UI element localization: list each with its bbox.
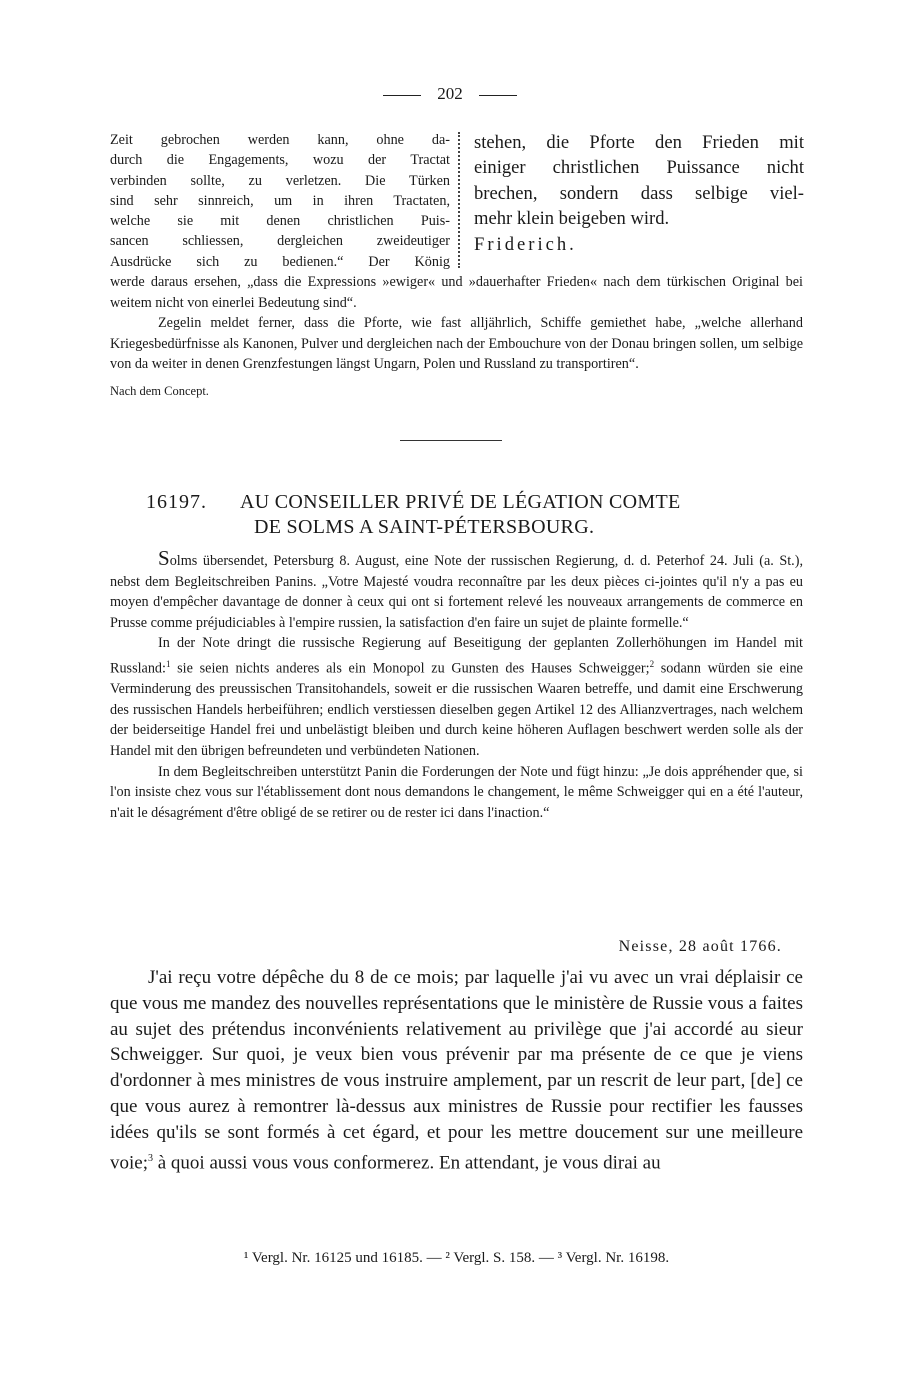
left-column-line: Zeit gebrochen werden kann, ohne da- xyxy=(110,132,450,148)
letter-number: 16197. xyxy=(146,491,207,513)
summary-text-2c: sodann würden sie eine Verminderung des preussischen Transitohandels, soweit er die russischen Waaren betreffe, und damit eine Erschwerung des russischen Handels herbeiführen; endlich verstiessen dieselben gegen Artikel 12 des Allianzvertrages, nach welchem der beiderseitige Handel frei und unbelästigt bleiben und durch keine höheren Auflagen beschwert werden solle als der Handel mit den übrigen befreundeten und verbündeten Nationen. xyxy=(110,660,803,760)
header-dash-right xyxy=(479,95,517,96)
page-number: 202 xyxy=(437,84,463,103)
summary-paragraph-2 xyxy=(110,633,803,761)
letter-body xyxy=(110,965,803,1176)
left-column xyxy=(110,130,450,272)
left-column-line: sancen schliessen, dergleichen zweideutiger xyxy=(110,233,450,250)
date-line: Neisse, 28 août 1766. xyxy=(618,938,782,955)
footnote-ref-2: 2 xyxy=(649,658,655,669)
left-column-line: Ausdrücke sich zu bedienen.“ Der König xyxy=(110,253,450,270)
left-column-line: welche sie mit denen christlichen Puis- xyxy=(110,213,450,230)
left-column-line: sind sehr sinnreich, um in ihren Tractaten, xyxy=(110,192,450,209)
right-column-line: brechen, sondern dass selbige viel- xyxy=(474,182,804,204)
two-column-section xyxy=(110,130,803,275)
right-column-line: einiger christlichen Puissance nicht xyxy=(474,157,804,179)
right-column-line: stehen, die Pforte den Frieden mit xyxy=(474,132,804,153)
footnotes: ¹ Vergl. Nr. 16125 und 16185. — ² Vergl. S. 158. — ³ Vergl. Nr. 16198. xyxy=(243,1250,670,1266)
left-column-line: durch die Engagements, wozu der Tractat xyxy=(110,152,450,169)
letter-body-text: J'ai reçu votre dépêche du 8 de ce mois; par laquelle j'ai vu avec un vrai déplaisir ce que vous me mandez des nouvelles représentations que le ministère de Russie vous a faites au sujet des prétendus inconvénients relativement au privilège que j'ai accordé au sieur Schweigger. Sur quoi, je veux bien vous prévenir par ma présente de ce que je viens d'ordonner à mes ministres de vous instruire amplement, par un rescrit de leur part, [de] ce que vous aurez à remontrer là-dessus aux ministres de Russie pour rectifier les fausses idées qu'ils se sont formés à cet égard, et pour les mettre doucement sur une meilleure voie; xyxy=(110,967,803,1173)
column-divider xyxy=(458,132,460,268)
summary-text-1: olms übersendet, Petersburg 8. August, eine Note der russischen Regierung, d. d. Peterhof 24. Juli (a. St.), nebst dem Begleitschreiben Panins. „Votre Majesté voudra reconnaître par les deux pièces ci-jointes qu'il n'y a pas eu moyen d'empêcher davantage de donner à ceux qui ont si fortement relevé les nouveaux arrangements de commerce en Prusse comme préjudiciables à l'empire russien, la satisfaction d'en faire un sujet de plainte formelle.“ xyxy=(110,553,803,631)
page-header xyxy=(0,84,900,104)
footnote-ref-1: 1 xyxy=(165,658,171,669)
right-column-line: mehr klein beigeben wird. xyxy=(474,208,670,230)
letter-body-end: à quoi aussi vous vous conformerez. En attendant, je vous dirai au xyxy=(153,1151,661,1173)
zegelin-paragraph: Zegelin meldet ferner, dass die Pforte, wie fast alljährlich, Schiffe gemiethet habe, „welche allerhand Kriegesbedürfnisse als Kanonen, Pulver und dergleichen nach der Embouchure von der Donau bringen sollen, um selbige von da weiter in denen Grenzfestungen längst Ungarn, Polen und Russland zu transportiren“. xyxy=(110,315,803,373)
section-rule xyxy=(400,440,502,441)
summary-block xyxy=(110,548,803,823)
continuation-paragraph: werde daraus ersehen, „dass die Expressions »ewiger« und »dauerhafter Frieden« nach dem türkischen Original bei weitem nicht von einerlei Bedeutung sind“. xyxy=(110,274,803,311)
signature: Friderich. xyxy=(474,233,577,255)
right-column xyxy=(474,130,804,257)
letter-title-line1: AU CONSEILLER PRIVÉ DE LÉGATION COMTE xyxy=(240,491,681,513)
drop-initial: S xyxy=(158,546,170,570)
letter-body-paragraph xyxy=(110,965,803,1176)
summary-paragraph-3: In dem Begleitschreiben unterstützt Panin die Forderungen der Note und fügt hinzu: „Je dois appréhender que, si l'on insiste chez vous sur l'établissement dont nous demandons le changement, le même Schweigger qui en a été l'auteur, n'ait le désagrément d'être obligé de se retirer ou de rester ici dans l'inaction.“ xyxy=(110,763,803,821)
source-note: Nach dem Concept. xyxy=(110,383,209,398)
header-dash-left xyxy=(383,95,421,96)
continuation-block xyxy=(110,272,803,402)
left-column-line: verbinden sollte, zu verletzen. Die Türken xyxy=(110,172,450,189)
summary-text-2a: In der Note dringt die russische Regierung auf Beseitigung der geplanten Zollerhöhungen im Handel mit Russland: xyxy=(110,635,803,677)
summary-paragraph-1 xyxy=(110,548,803,633)
summary-text-2b: sie seien nichts anderes als ein Monopol zu Gunsten des Hauses Schweigger; xyxy=(170,660,650,677)
letter-title-line2: DE SOLMS A SAINT-PÉTERSBOURG. xyxy=(254,516,595,538)
footnote-ref-3: 3 xyxy=(148,1152,153,1164)
